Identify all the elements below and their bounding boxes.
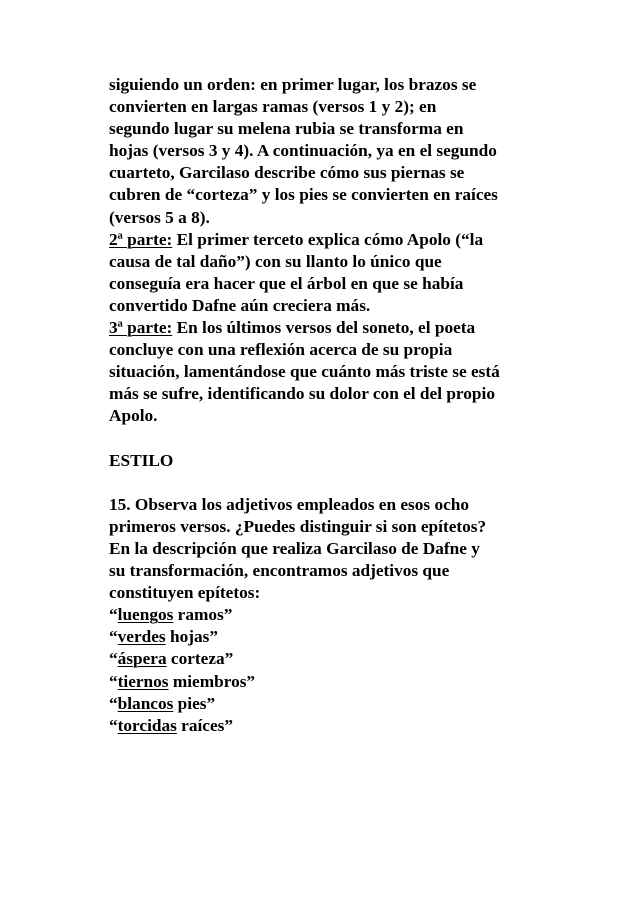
body-line: cuarteto, Garcilaso describe cómo sus piernas se [109, 163, 465, 183]
body-line: situación, lamentándose que cuánto más triste se está [109, 362, 500, 382]
section-heading: ESTILO [109, 450, 174, 470]
epithet-noun: miembros” [168, 671, 256, 691]
part2-label: 2ª parte: [109, 229, 173, 249]
epithet-noun: pies” [173, 693, 216, 713]
body-line: convierten en largas ramas (versos 1 y 2); en [109, 97, 437, 117]
epithet-item [109, 648, 569, 670]
part3-text: En los últimos versos del soneto, el poeta [172, 318, 476, 338]
epithet-adjective: torcidas [117, 715, 177, 735]
body-line: segundo lugar su melena rubia se transforma en [109, 119, 464, 139]
epithet-adjective: áspera [117, 649, 167, 669]
question-line: su transformación, encontramos adjetivos que [109, 561, 450, 581]
body-line: convertido Dafne aún creciera más. [109, 295, 371, 315]
epithet-adjective: tiernos [117, 671, 169, 691]
epithet-adjective: blancos [117, 693, 174, 713]
open-quote: “ [109, 627, 118, 647]
epithet-adjective: luengos [117, 605, 174, 625]
open-quote: “ [109, 605, 118, 625]
epithet-noun: hojas” [165, 627, 218, 647]
open-quote: “ [109, 671, 118, 691]
part3-label: 3ª parte: [109, 318, 173, 338]
epithet-adjective: verdes [117, 627, 166, 647]
body-line: hojas (versos 3 y 4). A continuación, ya en el segundo [109, 141, 497, 161]
question-line: primeros versos. ¿Puedes distinguir si son epítetos? [109, 516, 487, 536]
blank-line [109, 472, 569, 494]
part2-text: El primer terceto explica cómo Apolo (“la [172, 229, 484, 249]
question-line: En la descripción que realiza Garcilaso de Dafne y [109, 538, 480, 558]
epithet-item [109, 604, 569, 626]
question-line: constituyen epítetos: [109, 583, 261, 603]
epithet-item [109, 715, 569, 737]
body-line: conseguía era hacer que el árbol en que se había [109, 273, 464, 293]
blank-line [109, 428, 569, 450]
epithet-noun: corteza” [166, 649, 234, 669]
body-line: Apolo. [109, 406, 158, 426]
open-quote: “ [109, 715, 118, 735]
part3-first-line [109, 317, 569, 339]
body-line: concluye con una reflexión acerca de su propia [109, 340, 453, 360]
epithet-item [109, 671, 569, 693]
epithet-noun: ramos” [173, 605, 233, 625]
question-line: 15. Observa los adjetivos empleados en esos ocho [109, 494, 470, 514]
body-line: (versos 5 a 8). [109, 207, 210, 227]
open-quote: “ [109, 649, 118, 669]
epithet-item [109, 693, 569, 715]
body-line: siguiendo un orden: en primer lugar, los brazos se [109, 75, 477, 94]
epithet-noun: raíces” [176, 715, 233, 735]
part2-first-line [109, 229, 569, 251]
open-quote: “ [109, 693, 118, 713]
epithet-item [109, 626, 569, 648]
body-line: cubren de “corteza” y los pies se convierten en raíces [109, 185, 498, 205]
body-line: más se sufre, identificando su dolor con el del propio [109, 384, 495, 404]
document-body [109, 74, 569, 737]
body-line: causa de tal daño”) con su llanto lo único que [109, 251, 442, 271]
